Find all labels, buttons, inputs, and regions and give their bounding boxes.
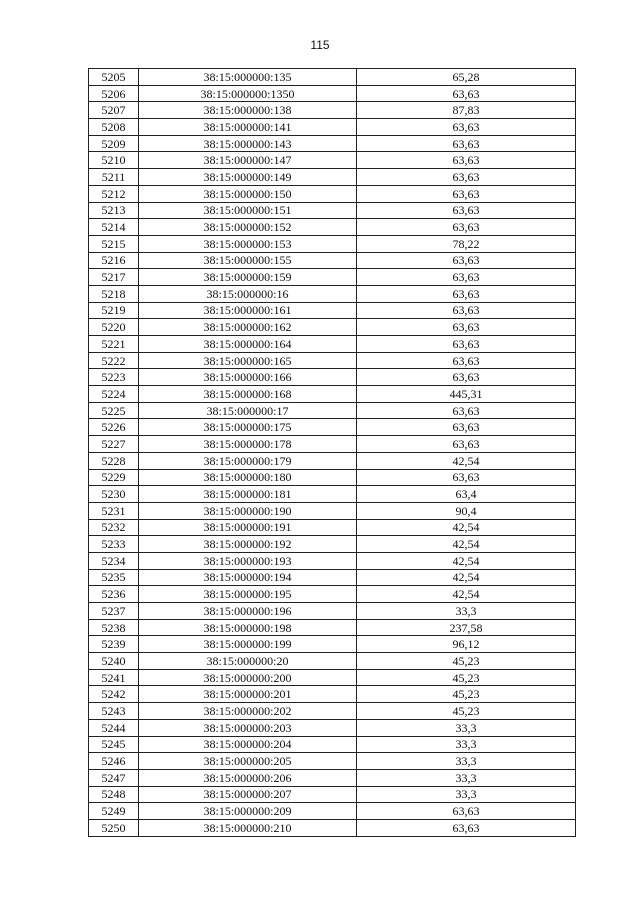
value-cell: 96,12	[357, 636, 576, 653]
table-row	[89, 686, 576, 703]
row-number-cell: 5209	[89, 135, 139, 152]
cadastral-number-cell: 38:15:000000:195	[139, 586, 357, 603]
row-number-cell: 5210	[89, 152, 139, 169]
row-number-cell: 5214	[89, 219, 139, 236]
table-row	[89, 502, 576, 519]
table-row	[89, 636, 576, 653]
table-row	[89, 419, 576, 436]
value-cell: 237,58	[357, 619, 576, 636]
cadastral-number-cell: 38:15:000000:143	[139, 135, 357, 152]
row-number-cell: 5218	[89, 285, 139, 302]
table-row	[89, 803, 576, 820]
row-number-cell: 5205	[89, 69, 139, 86]
row-number-cell: 5212	[89, 185, 139, 202]
cadastral-number-cell: 38:15:000000:1350	[139, 85, 357, 102]
value-cell: 63,63	[357, 219, 576, 236]
table-row	[89, 586, 576, 603]
table-row	[89, 786, 576, 803]
cadastral-number-cell: 38:15:000000:199	[139, 636, 357, 653]
table-row	[89, 519, 576, 536]
table-row	[89, 703, 576, 720]
table-row	[89, 185, 576, 202]
cadastral-number-cell: 38:15:000000:202	[139, 703, 357, 720]
row-number-cell: 5238	[89, 619, 139, 636]
table-row	[89, 202, 576, 219]
value-cell: 63,63	[357, 185, 576, 202]
cadastral-number-cell: 38:15:000000:190	[139, 502, 357, 519]
row-number-cell: 5232	[89, 519, 139, 536]
row-number-cell: 5229	[89, 469, 139, 486]
row-number-cell: 5230	[89, 486, 139, 503]
table-row	[89, 452, 576, 469]
row-number-cell: 5241	[89, 669, 139, 686]
table-row	[89, 736, 576, 753]
row-number-cell: 5222	[89, 352, 139, 369]
cadastral-number-cell: 38:15:000000:155	[139, 252, 357, 269]
value-cell: 63,4	[357, 486, 576, 503]
row-number-cell: 5231	[89, 502, 139, 519]
table-row	[89, 669, 576, 686]
table-row	[89, 536, 576, 553]
cadastral-number-cell: 38:15:000000:207	[139, 786, 357, 803]
table-row	[89, 352, 576, 369]
value-cell: 63,63	[357, 319, 576, 336]
cadastral-number-cell: 38:15:000000:161	[139, 302, 357, 319]
row-number-cell: 5244	[89, 719, 139, 736]
table-row	[89, 769, 576, 786]
cadastral-number-cell: 38:15:000000:152	[139, 219, 357, 236]
table-row	[89, 69, 576, 86]
value-cell: 63,63	[357, 269, 576, 286]
cadastral-number-cell: 38:15:000000:175	[139, 419, 357, 436]
value-cell: 33,3	[357, 736, 576, 753]
value-cell: 63,63	[357, 369, 576, 386]
value-cell: 78,22	[357, 235, 576, 252]
cadastral-number-cell: 38:15:000000:196	[139, 603, 357, 620]
table-row	[89, 653, 576, 670]
cadastral-number-cell: 38:15:000000:206	[139, 769, 357, 786]
value-cell: 42,54	[357, 552, 576, 569]
value-cell: 63,63	[357, 469, 576, 486]
row-number-cell: 5237	[89, 603, 139, 620]
table-row	[89, 336, 576, 353]
value-cell: 63,63	[357, 202, 576, 219]
cadastral-number-cell: 38:15:000000:201	[139, 686, 357, 703]
value-cell: 45,23	[357, 669, 576, 686]
value-cell: 63,63	[357, 285, 576, 302]
cadastral-number-cell: 38:15:000000:200	[139, 669, 357, 686]
row-number-cell: 5217	[89, 269, 139, 286]
row-number-cell: 5236	[89, 586, 139, 603]
row-number-cell: 5233	[89, 536, 139, 553]
cadastral-number-cell: 38:15:000000:191	[139, 519, 357, 536]
value-cell: 63,63	[357, 336, 576, 353]
value-cell: 33,3	[357, 719, 576, 736]
value-cell: 45,23	[357, 653, 576, 670]
cadastral-number-cell: 38:15:000000:193	[139, 552, 357, 569]
cadastral-number-cell: 38:15:000000:138	[139, 102, 357, 119]
row-number-cell: 5224	[89, 386, 139, 403]
table-row	[89, 569, 576, 586]
value-cell: 42,54	[357, 519, 576, 536]
row-number-cell: 5225	[89, 402, 139, 419]
table-row	[89, 269, 576, 286]
row-number-cell: 5239	[89, 636, 139, 653]
value-cell: 65,28	[357, 69, 576, 86]
value-cell: 63,63	[357, 436, 576, 453]
cadastral-number-cell: 38:15:000000:192	[139, 536, 357, 553]
row-number-cell: 5245	[89, 736, 139, 753]
value-cell: 63,63	[357, 152, 576, 169]
cadastral-number-cell: 38:15:000000:194	[139, 569, 357, 586]
value-cell: 45,23	[357, 703, 576, 720]
table-row	[89, 436, 576, 453]
cadastral-number-cell: 38:15:000000:153	[139, 235, 357, 252]
cadastral-number-cell: 38:15:000000:179	[139, 452, 357, 469]
row-number-cell: 5250	[89, 819, 139, 836]
cadastral-number-cell: 38:15:000000:181	[139, 486, 357, 503]
value-cell: 33,3	[357, 786, 576, 803]
value-cell: 33,3	[357, 603, 576, 620]
cadastral-number-cell: 38:15:000000:149	[139, 169, 357, 186]
table-row	[89, 469, 576, 486]
row-number-cell: 5208	[89, 119, 139, 136]
value-cell: 42,54	[357, 569, 576, 586]
row-number-cell: 5226	[89, 419, 139, 436]
table-row	[89, 235, 576, 252]
cadastral-number-cell: 38:15:000000:164	[139, 336, 357, 353]
value-cell: 90,4	[357, 502, 576, 519]
cadastral-number-cell: 38:15:000000:17	[139, 402, 357, 419]
table-body	[89, 69, 576, 837]
value-cell: 42,54	[357, 452, 576, 469]
cadastral-number-cell: 38:15:000000:178	[139, 436, 357, 453]
value-cell: 445,31	[357, 386, 576, 403]
table-row	[89, 102, 576, 119]
cadastral-number-cell: 38:15:000000:135	[139, 69, 357, 86]
value-cell: 63,63	[357, 119, 576, 136]
cadastral-number-cell: 38:15:000000:151	[139, 202, 357, 219]
row-number-cell: 5227	[89, 436, 139, 453]
table-row	[89, 169, 576, 186]
table-row	[89, 285, 576, 302]
table-row	[89, 819, 576, 836]
cadastral-number-cell: 38:15:000000:159	[139, 269, 357, 286]
value-cell: 63,63	[357, 352, 576, 369]
table-row	[89, 719, 576, 736]
row-number-cell: 5220	[89, 319, 139, 336]
cadastral-number-cell: 38:15:000000:180	[139, 469, 357, 486]
cadastral-number-cell: 38:15:000000:20	[139, 653, 357, 670]
cadastral-number-cell: 38:15:000000:203	[139, 719, 357, 736]
value-cell: 33,3	[357, 753, 576, 770]
table-row	[89, 135, 576, 152]
registry-table	[88, 68, 576, 837]
row-number-cell: 5213	[89, 202, 139, 219]
cadastral-number-cell: 38:15:000000:165	[139, 352, 357, 369]
cadastral-number-cell: 38:15:000000:198	[139, 619, 357, 636]
cadastral-number-cell: 38:15:000000:162	[139, 319, 357, 336]
row-number-cell: 5206	[89, 85, 139, 102]
value-cell: 63,63	[357, 803, 576, 820]
row-number-cell: 5223	[89, 369, 139, 386]
row-number-cell: 5234	[89, 552, 139, 569]
table-row	[89, 252, 576, 269]
value-cell: 63,63	[357, 302, 576, 319]
value-cell: 63,63	[357, 252, 576, 269]
row-number-cell: 5228	[89, 452, 139, 469]
value-cell: 63,63	[357, 402, 576, 419]
table-row	[89, 552, 576, 569]
value-cell: 63,63	[357, 169, 576, 186]
row-number-cell: 5221	[89, 336, 139, 353]
value-cell: 63,63	[357, 819, 576, 836]
value-cell: 63,63	[357, 419, 576, 436]
cadastral-number-cell: 38:15:000000:209	[139, 803, 357, 820]
cadastral-number-cell: 38:15:000000:210	[139, 819, 357, 836]
value-cell: 87,83	[357, 102, 576, 119]
table-row	[89, 302, 576, 319]
table-row	[89, 85, 576, 102]
table-row	[89, 319, 576, 336]
cadastral-number-cell: 38:15:000000:16	[139, 285, 357, 302]
cadastral-number-cell: 38:15:000000:168	[139, 386, 357, 403]
row-number-cell: 5216	[89, 252, 139, 269]
table-row	[89, 486, 576, 503]
row-number-cell: 5219	[89, 302, 139, 319]
row-number-cell: 5248	[89, 786, 139, 803]
value-cell: 63,63	[357, 135, 576, 152]
row-number-cell: 5247	[89, 769, 139, 786]
cadastral-number-cell: 38:15:000000:147	[139, 152, 357, 169]
cadastral-number-cell: 38:15:000000:166	[139, 369, 357, 386]
page-number: 115	[310, 38, 330, 52]
row-number-cell: 5215	[89, 235, 139, 252]
row-number-cell: 5207	[89, 102, 139, 119]
table-row	[89, 402, 576, 419]
row-number-cell: 5243	[89, 703, 139, 720]
table-row	[89, 386, 576, 403]
table-row	[89, 152, 576, 169]
row-number-cell: 5246	[89, 753, 139, 770]
table-row	[89, 219, 576, 236]
row-number-cell: 5235	[89, 569, 139, 586]
value-cell: 42,54	[357, 586, 576, 603]
cadastral-number-cell: 38:15:000000:150	[139, 185, 357, 202]
row-number-cell: 5240	[89, 653, 139, 670]
value-cell: 33,3	[357, 769, 576, 786]
value-cell: 42,54	[357, 536, 576, 553]
cadastral-number-cell: 38:15:000000:141	[139, 119, 357, 136]
table-row	[89, 753, 576, 770]
row-number-cell: 5211	[89, 169, 139, 186]
table-row	[89, 119, 576, 136]
value-cell: 63,63	[357, 85, 576, 102]
table-row	[89, 603, 576, 620]
table-row	[89, 619, 576, 636]
value-cell: 45,23	[357, 686, 576, 703]
table-row	[89, 369, 576, 386]
row-number-cell: 5242	[89, 686, 139, 703]
cadastral-number-cell: 38:15:000000:204	[139, 736, 357, 753]
cadastral-number-cell: 38:15:000000:205	[139, 753, 357, 770]
row-number-cell: 5249	[89, 803, 139, 820]
